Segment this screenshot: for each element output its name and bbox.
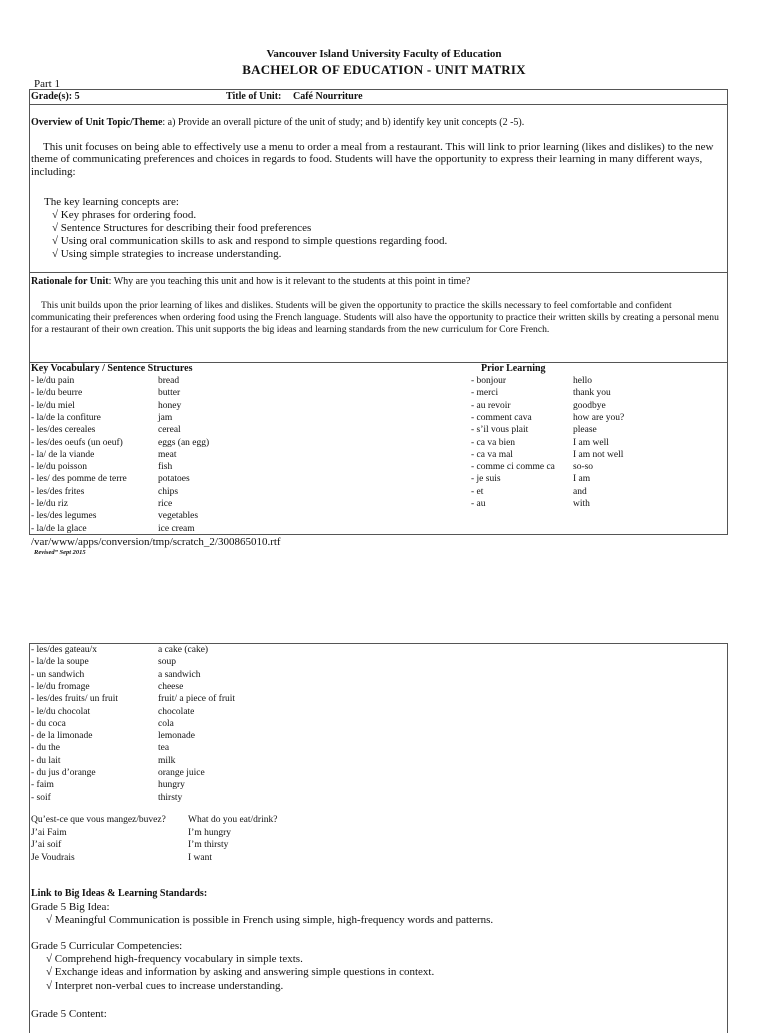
term-french: - comme ci comme ca bbox=[471, 462, 555, 473]
term-french: - la/ de la viande bbox=[31, 449, 95, 460]
term-english: chips bbox=[158, 486, 179, 497]
term-french: - faim bbox=[31, 780, 54, 791]
term-french: Je Voudrais bbox=[31, 852, 75, 863]
concept-item: √ Using oral communication skills to ask and respond to simple questions regarding food. bbox=[52, 235, 448, 247]
rationale-heading-line bbox=[31, 276, 470, 288]
term-english: rice bbox=[158, 499, 173, 509]
term-english: meat bbox=[158, 449, 177, 460]
part-label: Part 1 bbox=[34, 78, 60, 90]
term-french: - je suis bbox=[471, 474, 501, 485]
term-english: I am well bbox=[573, 437, 609, 448]
overview-heading-line bbox=[31, 117, 524, 129]
term-french: - le/du chocolat bbox=[31, 706, 91, 717]
term-french: - bonjour bbox=[471, 376, 507, 386]
term-french: - du lait bbox=[31, 755, 61, 766]
term-english: soup bbox=[158, 657, 176, 668]
term-english: fish bbox=[158, 462, 173, 473]
term-french: J’ai Faim bbox=[31, 827, 67, 838]
term-french: - merci bbox=[471, 388, 499, 399]
rationale-prompt: : Why are you teaching this unit and how is it relevant to the students at this point in time? bbox=[108, 276, 471, 287]
term-english: a sandwich bbox=[158, 669, 201, 680]
vocab-heading: Key Vocabulary / Sentence Structures bbox=[31, 363, 193, 374]
term-english: cheese bbox=[158, 681, 184, 692]
overview-heading: Overview of Unit Topic/Theme bbox=[31, 117, 163, 128]
term-english: hungry bbox=[158, 780, 185, 791]
term-french: - ca va bien bbox=[471, 437, 516, 448]
term-french: - s’il vous plait bbox=[471, 425, 529, 436]
unit-title-label: Title of Unit: bbox=[226, 91, 282, 102]
term-french: - le/du miel bbox=[31, 400, 75, 411]
grade-label: Grade(s): 5 bbox=[31, 91, 80, 102]
row-divider bbox=[30, 272, 727, 273]
term-english: jam bbox=[158, 412, 173, 423]
term-french: - ca va mal bbox=[471, 449, 513, 460]
term-english: butter bbox=[158, 388, 181, 399]
content-label: Grade 5 Content: bbox=[31, 1008, 107, 1020]
term-french: - les/des cereales bbox=[31, 425, 96, 436]
term-english: and bbox=[573, 486, 587, 497]
competency-item: √ Interpret non-verbal cues to increase understanding. bbox=[46, 980, 284, 992]
term-french: - le/du fromage bbox=[31, 681, 90, 692]
term-french: - du the bbox=[31, 743, 61, 754]
concepts-intro: The key learning concepts are: bbox=[44, 196, 179, 208]
term-english: thank you bbox=[573, 388, 611, 399]
term-french: - soif bbox=[31, 792, 51, 803]
term-english: hello bbox=[573, 376, 592, 386]
term-english: I am not well bbox=[573, 449, 624, 460]
term-english: orange juice bbox=[158, 768, 205, 778]
term-french: - et bbox=[471, 486, 484, 497]
file-path: /var/www/apps/conversion/tmp/scratch_2/300865010.rtf bbox=[31, 536, 281, 548]
term-french: J’ai soif bbox=[31, 840, 62, 850]
term-english: I’m hungry bbox=[188, 827, 232, 838]
term-english: lemonade bbox=[158, 731, 195, 742]
term-english: vegetables bbox=[158, 511, 199, 522]
term-english: bread bbox=[158, 376, 180, 386]
document-title: BACHELOR OF EDUCATION - UNIT MATRIX bbox=[242, 62, 526, 77]
term-french: - au revoir bbox=[471, 400, 511, 411]
term-english: potatoes bbox=[158, 474, 190, 485]
term-english: milk bbox=[158, 755, 176, 766]
term-english: cola bbox=[158, 718, 174, 729]
overview-prompt: : a) Provide an overall picture of the unit of study; and b) identify key unit concepts (2 -5). bbox=[162, 117, 525, 128]
term-english: chocolate bbox=[158, 706, 195, 717]
unit-matrix-table bbox=[29, 89, 728, 535]
term-english: goodbye bbox=[573, 400, 606, 411]
term-french: - le/du riz bbox=[31, 499, 68, 509]
term-french: - la/de la glace bbox=[31, 523, 87, 534]
big-idea-item: √ Meaningful Communication is possible in French using simple, high-frequency words and patterns. bbox=[46, 914, 494, 926]
concept-item: √ Using simple strategies to increase understanding. bbox=[52, 248, 282, 260]
big-idea-label: Grade 5 Big Idea: bbox=[31, 901, 110, 913]
competency-item: √ Comprehend high-frequency vocabulary in simple texts. bbox=[46, 953, 303, 965]
term-english: honey bbox=[158, 400, 182, 411]
prior-learning-heading: Prior Learning bbox=[481, 363, 546, 374]
term-french: - les/des legumes bbox=[31, 511, 97, 522]
revised-note: Revised” Sept 2015 bbox=[34, 549, 86, 556]
term-french: - la/de la soupe bbox=[31, 657, 89, 668]
term-english: so-so bbox=[573, 462, 594, 473]
term-english: What do you eat/drink? bbox=[188, 815, 278, 825]
term-french: - les/des fruits/ un fruit bbox=[31, 694, 119, 705]
term-french: - du coca bbox=[31, 718, 66, 729]
term-french: - les/des frites bbox=[31, 486, 85, 497]
term-french: - du jus d’orange bbox=[31, 768, 96, 778]
term-french: - un sandwich bbox=[31, 669, 85, 680]
term-english: with bbox=[573, 499, 590, 509]
term-english: please bbox=[573, 425, 597, 436]
term-english: a cake (cake) bbox=[158, 645, 209, 655]
term-french: Qu’est-ce que vous mangez/buvez? bbox=[31, 815, 166, 825]
term-french: - le/du pain bbox=[31, 376, 75, 386]
term-english: cereal bbox=[158, 425, 181, 436]
term-english: I want bbox=[188, 852, 213, 863]
term-french: - le/du poisson bbox=[31, 462, 87, 473]
term-french: - les/ des pomme de terre bbox=[31, 474, 127, 485]
term-french: - de la limonade bbox=[31, 731, 93, 742]
row-divider bbox=[30, 104, 727, 105]
term-english: thirsty bbox=[158, 792, 183, 803]
term-english: tea bbox=[158, 743, 170, 754]
term-french: - les/des gateau/x bbox=[31, 645, 97, 655]
concept-item: √ Key phrases for ordering food. bbox=[52, 209, 197, 221]
term-english: eggs (an egg) bbox=[158, 437, 210, 448]
term-french: - les/des oeufs (un oeuf) bbox=[31, 437, 123, 448]
term-english: how are you? bbox=[573, 412, 625, 423]
unit-matrix-table-continued bbox=[29, 643, 728, 1033]
term-english: ice cream bbox=[158, 523, 195, 534]
rationale-heading: Rationale for Unit bbox=[31, 276, 109, 287]
unit-title-value: Café Nourriture bbox=[293, 91, 363, 102]
term-french: - la/de la confiture bbox=[31, 412, 101, 423]
concept-item: √ Sentence Structures for describing their food preferences bbox=[52, 222, 312, 234]
rationale-paragraph: This unit builds upon the prior learning of likes and dislikes. Students will be given the opportunity to practice the skills necessary to feel comfortable and confident communicating their preferences when ordering food using the French language. Students will also have the opportunity to practice their written skills by creating a personal menu for a restaurant of their own creation. This unit supports the big ideas and learning standards from the new curriculum for Core French. bbox=[31, 300, 719, 335]
institution-title: Vancouver Island University Faculty of Education bbox=[266, 48, 502, 60]
overview-paragraph: This unit focuses on being able to effectively use a menu to order a meal from a restaurant. This will link to prior learning (likes and dislikes) to the new theme of communicating preferences and choices in regards to food. Students will have the opportunity to express their learning in many different ways, including: bbox=[31, 141, 714, 178]
competencies-label: Grade 5 Curricular Competencies: bbox=[31, 940, 183, 952]
term-english: I am bbox=[573, 474, 591, 485]
term-english: I’m thirsty bbox=[188, 840, 229, 850]
term-french: - comment cava bbox=[471, 412, 532, 423]
term-english: fruit/ a piece of fruit bbox=[158, 694, 236, 705]
competency-item: √ Exchange ideas and information by asking and answering simple questions in context. bbox=[46, 966, 435, 978]
term-french: - au bbox=[471, 499, 486, 509]
link-heading: Link to Big Ideas & Learning Standards: bbox=[31, 888, 208, 899]
term-french: - le/du beurre bbox=[31, 388, 83, 399]
